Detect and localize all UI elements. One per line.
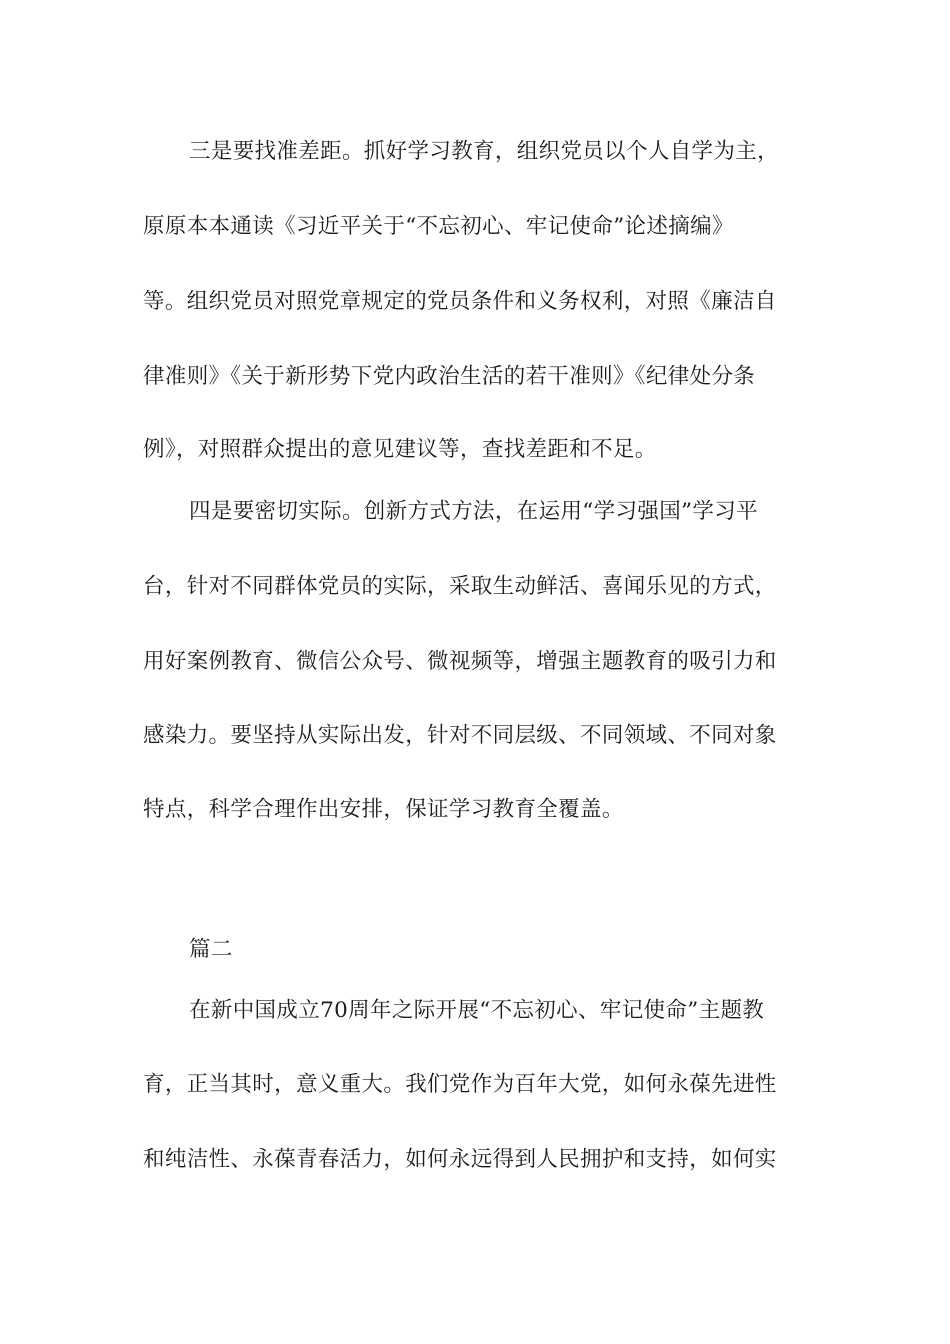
paragraph-line: 台，针对不同群体党员的实际，采取生动鲜活、喜闻乐见的方式，: [143, 574, 777, 599]
paragraph-line: 律准则》《关于新形势下党内政治生活的若干准则》《纪律处分条: [143, 364, 756, 389]
paragraph-line: 等。组织党员对照党章规定的党员条件和义务权利，对照《廉洁自: [143, 289, 777, 314]
paragraph-line: 四是要密切实际。创新方式方法，在运用“学习强国”学习平: [189, 499, 758, 524]
paragraph-line: 原原本本通读《习近平关于“不忘初心、牢记使命”论述摘编》: [143, 214, 734, 239]
paragraph-line: 用好案例教育、微信公众号、微视频等，增强主题教育的吸引力和: [143, 649, 777, 674]
paragraph-line: 三是要找准差距。抓好学习教育，组织党员以个人自学为主，: [189, 139, 779, 164]
part-two-heading: 篇二: [189, 937, 233, 962]
paragraph-line: 特点，科学合理作出安排，保证学习教育全覆盖。: [143, 797, 624, 822]
paragraph-line: 育，正当其时，意义重大。我们党作为百年大党，如何永葆先进性: [143, 1072, 777, 1097]
paragraph-line: 和纯洁性、永葆青春活力，如何永远得到人民拥护和支持，如何实: [143, 1147, 777, 1172]
paragraph-line: 例》，对照群众提出的意见建议等，查找差距和不足。: [143, 437, 657, 462]
paragraph-line: 在新中国成立70周年之际开展“不忘初心、牢记使命”主题教: [189, 998, 765, 1023]
paragraph-line: 感染力。要坚持从实际出发，针对不同层级、不同领域、不同对象: [143, 723, 777, 748]
